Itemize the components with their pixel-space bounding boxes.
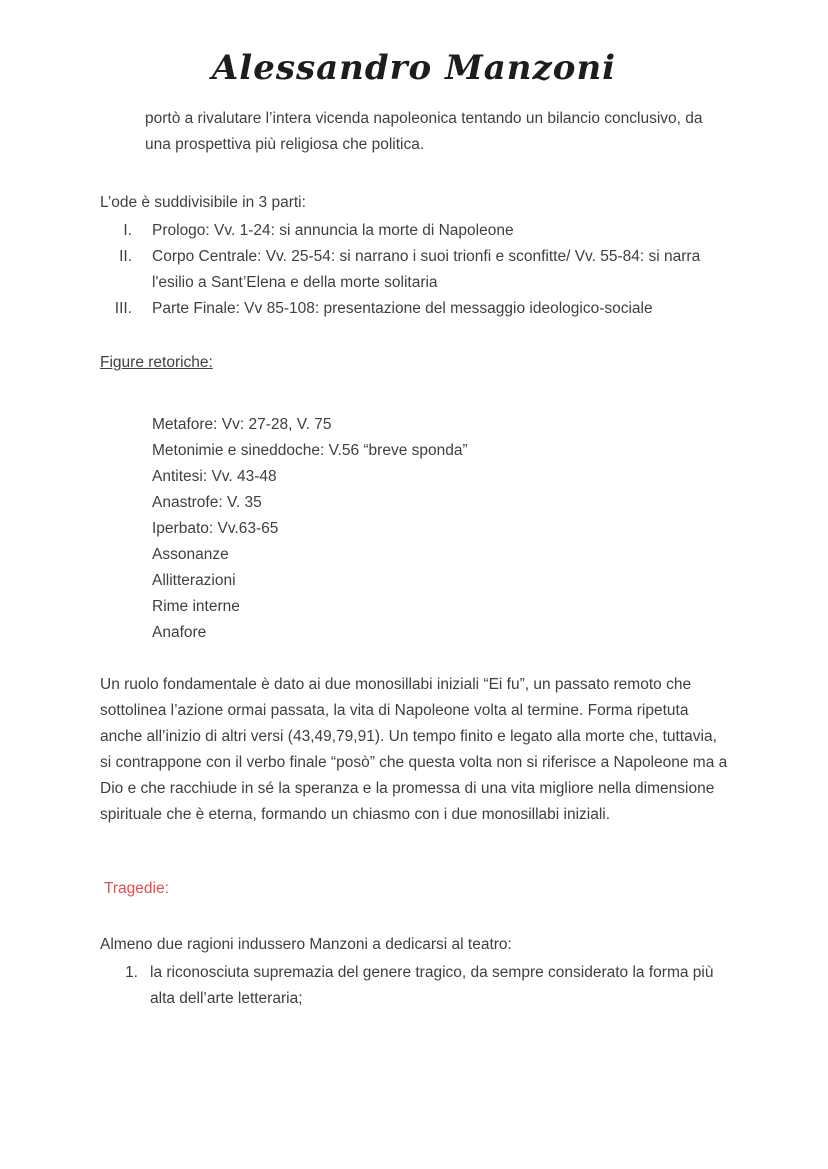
figure-retoriche-heading: Figure retoriche: [100, 354, 213, 371]
ode-parts-list [100, 218, 728, 322]
intro-paragraph: portò a rivalutare l’intera vicenda napoleonica tentando un bilancio conclusivo, da una prospettiva più religiosa che politica. [145, 110, 703, 153]
figure-item: Allitterazioni [152, 572, 236, 589]
roman-numeral: III. [114, 300, 132, 317]
figure-item: Metonimie e sineddoche: V.56 “breve sponda” [152, 442, 468, 459]
roman-numeral: I. [123, 222, 132, 239]
list-item [100, 244, 728, 296]
tragedie-heading: Tragedie: [104, 880, 169, 897]
list-item [100, 218, 728, 244]
list-item [100, 960, 728, 1012]
figure-item: Rime interne [152, 598, 240, 615]
figure-item: Metafore: Vv: 27-28, V. 75 [152, 416, 332, 433]
roman-numeral: II. [119, 248, 132, 265]
figure-item: Anafore [152, 624, 207, 641]
figure-retoriche-list [152, 412, 728, 646]
figure-item: Anastrofe: V. 35 [152, 494, 262, 511]
figure-item: Iperbato: Vv.63-65 [152, 520, 279, 537]
analysis-paragraph: Un ruolo fondamentale è dato ai due monosillabi iniziali “Ei fu”, un passato remoto che sottolinea l’azione ormai passata, la vita di Napoleone volta al termine. Forma ripetuta anche all’inizio di altri versi (43,49,79,91). Un tempo finito e legato alla morte che, tuttavia, si contrappone con il verbo finale “posò” che questa volta non si riferisce a Napoleone ma a Dio e che racchiude in sé la speranza e la promessa di una vita migliore nella dimensione spirituale che è eterna, formando un chiasmo con i due monosillabi iniziali. [100, 676, 728, 823]
list-item-text: Prologo: Vv. 1-24: si annuncia la morte di Napoleone [152, 222, 514, 239]
figure-item: Assonanze [152, 546, 229, 563]
list-item-text: la riconosciuta supremazia del genere tragico, da sempre considerato la forma più alta dell’arte letteraria; [150, 964, 714, 1007]
list-item [100, 296, 728, 322]
list-item-text: Corpo Centrale: Vv. 25-54: si narrano i suoi trionfi e sconfitte/ Vv. 55-84: si narra l'esilio a Sant’Elena e della morte solitaria [152, 248, 701, 291]
tragedie-lead: Almeno due ragioni indussero Manzoni a dedicarsi al teatro: [100, 936, 512, 953]
list-item-text: Parte Finale: Vv 85-108: presentazione del messaggio ideologico-sociale [152, 300, 653, 317]
document-title: Alessandro Manzoni [211, 48, 617, 88]
list-number: 1. [125, 964, 138, 981]
tragedie-reasons-list [100, 960, 728, 1012]
ode-lead: L’ode è suddivisibile in 3 parti: [100, 194, 306, 211]
figure-item: Antitesi: Vv. 43-48 [152, 468, 277, 485]
